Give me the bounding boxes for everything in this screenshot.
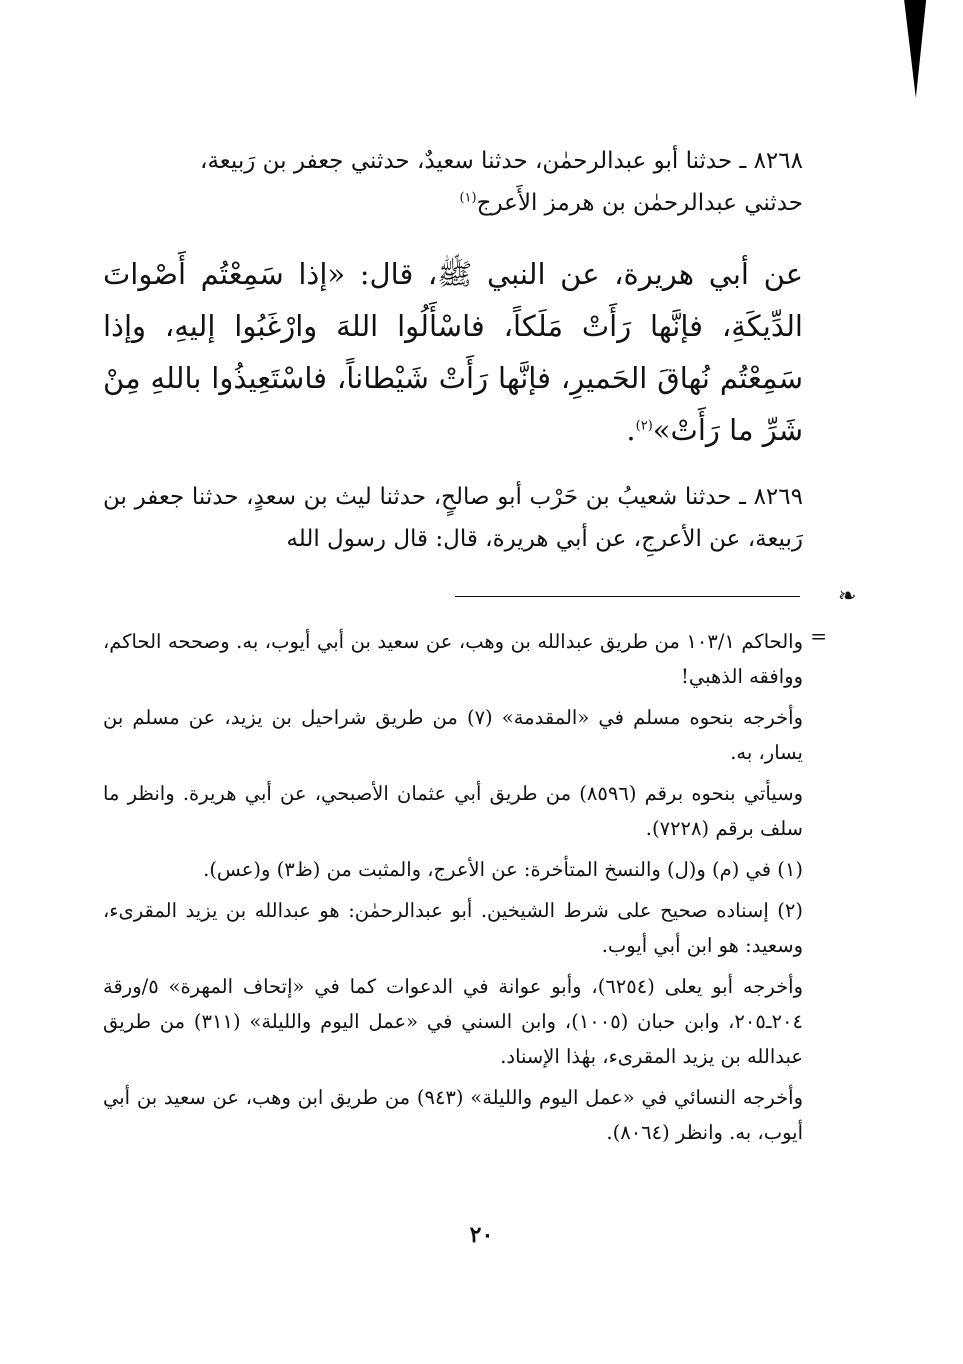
footnote-divider	[455, 596, 800, 597]
footnote-2: (٢) إسناده صحيح على شرط الشيخين. أبو عبدالرحمٰن: هو عبدالله بن يزيد المقرىء، وسعيد: هو ابن أبي أيوب.	[103, 899, 803, 957]
hadith-8268-chain-line-1: ٨٢٦٨ ـ حدثنا أبو عبدالرحمٰن، حدثنا سعيدٌ، حدثني جعفر بن رَبيعة،	[200, 148, 803, 174]
hadith-8269-text: ٨٢٦٩ ـ حدثنا شعيبُ بن حَرْب أبو صالحٍ، حدثنا ليث بن سعدٍ، حدثنا جعفر بن رَبيعة، عن الأعرجِ، عن أبي هريرة، قال: قال رسول الله	[103, 484, 803, 552]
footnote-paragraph: وسيأتي بنحوه برقم (٨٥٩٦) من طريق أبي عثمان الأصبحي، عن أبي هريرة. وانظر ما سلف برقم (٧٢٢٨).	[103, 782, 803, 840]
footnote-ref-2: (٢)	[635, 418, 653, 434]
footnote-paragraph: وأخرجه بنحوه مسلم في «المقدمة» (٧) من طريق شراحيل بن يزيد، عن مسلم بن يسار، به.	[103, 706, 803, 764]
hadith-8268-chain	[103, 140, 803, 224]
footnote-paragraph: وأخرجه أبو يعلى (٦٢٥٤)، وأبو عوانة في الدعوات كما في «إتحاف المهرة» ٥/ورقة ٢٠٤ـ٢٠٥، وابن حبان (١٠٠٥)، وابن السني في «عمل اليوم والليلة» (٣١١) من طريق عبدالله بن يزيد المقرىء، بهٰذا الإسناد.	[103, 975, 803, 1068]
hadith-8269	[103, 476, 803, 560]
ornament-icon: ❧	[838, 584, 857, 609]
footnotes	[103, 624, 827, 1156]
continuation-mark: =	[810, 624, 827, 648]
hadith-8268-chain-line-2	[103, 182, 803, 224]
page-number: ٢٠	[469, 1222, 494, 1248]
footnote-ref-1: (١)	[459, 190, 477, 206]
hadith-8268-chain-line-2-text: حدثني عبدالرحمٰن بن هرمز الأَعرج	[476, 190, 803, 216]
hadith-8268-matn-text: عن أبي هريرة، عن النبي ﷺ، قال: «إذا سَمِعْتُم أَصْواتَ الدِّيكَةِ، فإنَّها رَأَتْ مَلَكاً، فاسْأَلُوا اللهَ وارْغَبُوا إليهِ، وإذا سَمِعْتُم نُهاقَ الحَميرِ، فإنَّها رَأَتْ شَيْطاناً، فاسْتَعِيذُوا باللهِ مِنْ شَرِّ ما رَأَتْ»	[103, 257, 803, 447]
hadith-8268-matn	[103, 248, 803, 456]
footnote-1: (١) في (م) و(ل) والنسخ المتأخرة: عن الأعرج، والمثبت من (ظ٣) و(عس).	[203, 858, 803, 881]
footnote-paragraph: والحاكم ١٠٣/١ من طريق عبدالله بن وهب، عن سعيد بن أبي أيوب، به. وصححه الحاكم، ووافقه الذهبي!	[103, 630, 804, 688]
hadith-8268-matn-end: .	[626, 413, 636, 447]
page-corner-mark	[894, 0, 926, 98]
footnote-paragraph: وأخرجه النسائي في «عمل اليوم والليلة» (٩٤٣) من طريق ابن وهب، عن سعيد بن أبي أيوب، به. وانظر (٨٠٦٤).	[103, 1086, 804, 1144]
